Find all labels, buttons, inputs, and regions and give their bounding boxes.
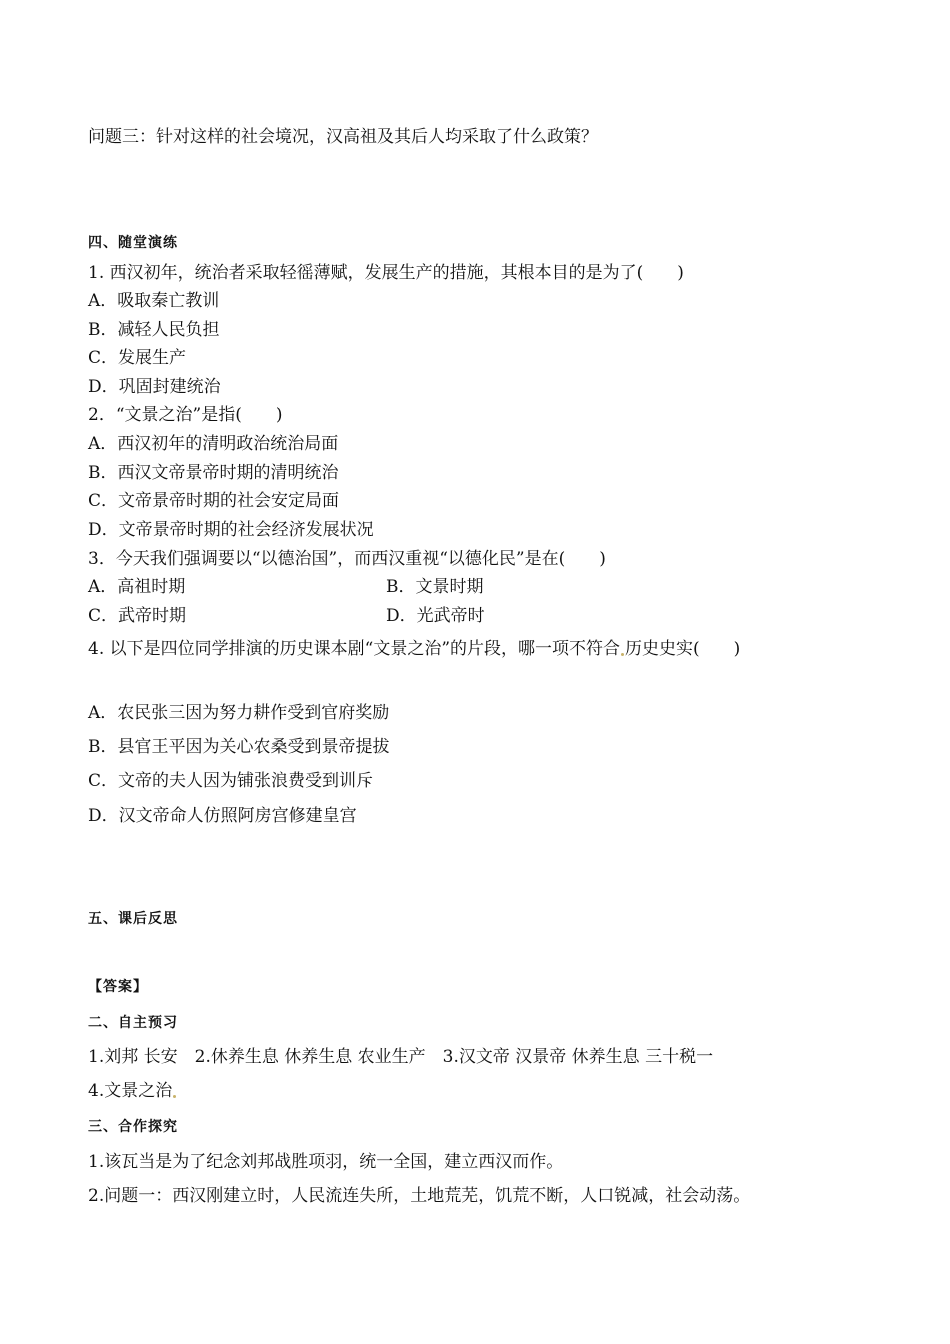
practice-q1-stem: 1. 西汉初年，统治者采取轻徭薄赋，发展生产的措施，其根本目的是为了( ) <box>88 263 684 283</box>
practice-q2-option-c: C．文帝景帝时期的社会安定局面 <box>88 491 340 511</box>
answers-section3-line2: 2.问题一：西汉刚建立时，人民流连失所，土地荒芜，饥荒不断，人口锐减，社会动荡。 <box>88 1186 751 1206</box>
practice-q1-option-a: A．吸取秦亡教训 <box>88 291 220 311</box>
practice-q3-option-b: B．文景时期 <box>386 577 484 597</box>
practice-q1-option-d: D．巩固封建统治 <box>88 377 221 397</box>
answers-section2-line2-wrapper <box>88 1080 177 1102</box>
emphasis-dot-icon <box>621 653 624 656</box>
trailing-dot-icon <box>173 1095 176 1098</box>
answers-section2-line1: 1.刘邦 长安 2.休养生息 休养生息 农业生产 3.汉文帝 汉景帝 休养生息 三十税一 <box>88 1047 714 1067</box>
answers-section3-heading: 三、合作探究 <box>88 1119 178 1135</box>
practice-q3-options-row1 <box>88 576 484 598</box>
answers-section2-line2: 4.文景之治 <box>88 1081 173 1101</box>
practice-q3-option-a: A．高祖时期 <box>88 577 186 597</box>
practice-q3-option-d: D．光武帝时 <box>386 606 485 626</box>
practice-q2-option-b: B．西汉文帝景帝时期的清明统治 <box>88 463 339 483</box>
practice-q3-option-c: C．武帝时期 <box>88 606 187 626</box>
practice-q4-stem-part1: 4. 以下是四位同学排演的历史课本剧“文景之治”的片段，哪一项不符合 <box>88 639 621 659</box>
reflection-heading: 五、课后反思 <box>88 911 178 927</box>
practice-q4-option-b: B．县官王平因为关心农桑受到景帝提拔 <box>88 737 390 757</box>
question-three-text: 问题三：针对这样的社会境况，汉高祖及其后人均采取了什么政策？ <box>88 127 598 147</box>
answers-heading: 【答案】 <box>88 979 148 995</box>
practice-q2-stem: 2．“文景之治”是指( ) <box>88 405 283 425</box>
answers-section2-heading: 二、自主预习 <box>88 1015 178 1031</box>
practice-q4-stem-part2: 历史史实( ) <box>625 639 741 659</box>
practice-q3-options-row2 <box>88 605 485 627</box>
practice-q4-option-a: A．农民张三因为努力耕作受到官府奖励 <box>88 703 390 723</box>
practice-q4-option-c: C．文帝的夫人因为铺张浪费受到训斥 <box>88 771 374 791</box>
answers-section3-line1: 1.该瓦当是为了纪念刘邦战胜项羽，统一全国，建立西汉而作。 <box>88 1152 564 1172</box>
practice-q2-option-d: D．文帝景帝时期的社会经济发展状况 <box>88 520 374 540</box>
practice-q2-option-a: A．西汉初年的清明政治统治局面 <box>88 434 339 454</box>
practice-q4-option-d: D．汉文帝命人仿照阿房宫修建皇宫 <box>88 806 357 826</box>
practice-heading: 四、随堂演练 <box>88 235 178 251</box>
practice-q4-stem <box>88 638 740 660</box>
practice-q1-option-c: C．发展生产 <box>88 348 187 368</box>
practice-q1-option-b: B．减轻人民负担 <box>88 320 220 340</box>
practice-q3-stem: 3．今天我们强调要以“以德治国”，而西汉重视“以德化民”是在( ) <box>88 549 606 569</box>
